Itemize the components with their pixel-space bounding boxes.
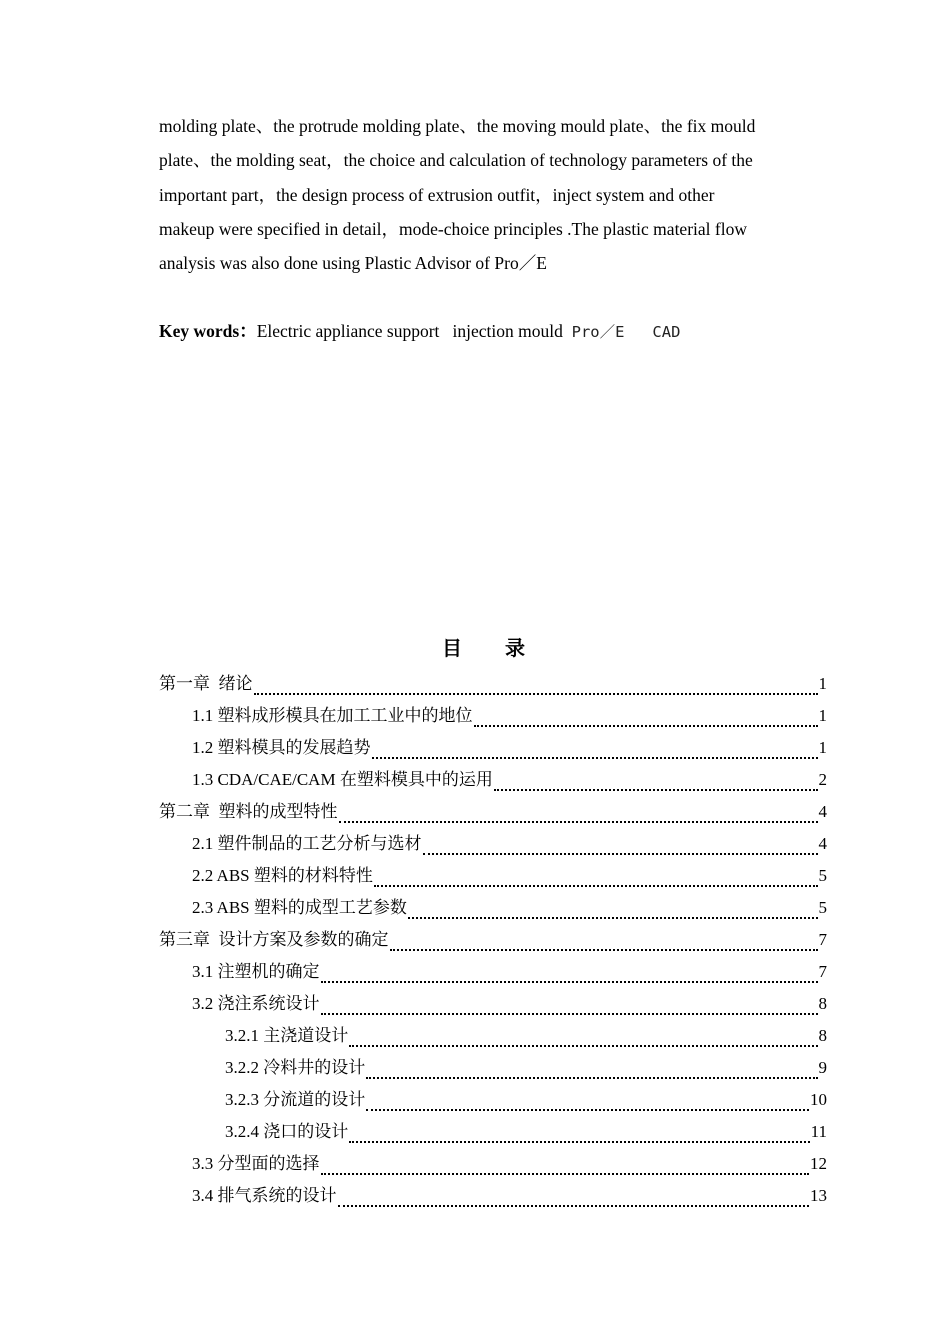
toc-entry-page: 12 <box>810 1154 827 1173</box>
toc-entry[interactable] <box>159 988 827 1020</box>
toc-entry-title: 3.2 浇注系统设计 <box>192 994 320 1013</box>
toc-leader-dots <box>321 980 818 983</box>
toc-entry[interactable] <box>159 796 827 828</box>
toc-entry-title: 3.4 排气系统的设计 <box>192 1186 337 1205</box>
toc-entry-title: 1.1 塑料成形模具在加工工业中的地位 <box>192 706 473 725</box>
toc-entry[interactable] <box>159 860 827 892</box>
toc-entry-title: 3.1 注塑机的确定 <box>192 962 320 981</box>
toc-entry-title: 3.3 分型面的选择 <box>192 1154 320 1173</box>
toc-entry-title: 2.1 塑件制品的工艺分析与选材 <box>192 834 422 853</box>
toc-leader-dots <box>339 820 818 823</box>
toc-leader-dots <box>321 1172 810 1175</box>
toc-entry[interactable] <box>159 1020 827 1052</box>
toc-entry-page: 7 <box>818 930 827 949</box>
toc-entry[interactable] <box>159 700 827 732</box>
toc-entry-page: 8 <box>818 994 827 1013</box>
toc-entry-page: 1 <box>818 738 827 757</box>
toc-leader-dots <box>349 1140 809 1143</box>
toc-entry-page: 1 <box>818 706 827 725</box>
abstract-line: plate、the molding seat，the choice and calculation of technology parameters of the <box>159 150 753 171</box>
toc-leader-dots <box>349 1044 817 1047</box>
toc-entry[interactable] <box>159 1116 827 1148</box>
toc-entry-page: 13 <box>810 1186 827 1205</box>
toc-entry[interactable] <box>159 828 827 860</box>
abstract-line: analysis was also done using Plastic Advisor of Pro／E <box>159 253 547 274</box>
toc-entry-title: 2.3 ABS 塑料的成型工艺参数 <box>192 898 407 917</box>
toc-entry[interactable] <box>159 1148 827 1180</box>
toc-entry-page: 11 <box>810 1122 827 1141</box>
keywords-text: Electric appliance support injection mould <box>256 321 572 341</box>
toc-entry[interactable] <box>159 892 827 924</box>
toc-entry-title: 1.2 塑料模具的发展趋势 <box>192 738 371 757</box>
toc-entry-title: 1.3 CDA/CAE/CAM 在塑料模具中的运用 <box>192 770 493 789</box>
table-of-contents <box>159 668 827 1212</box>
toc-entry-title: 3.2.1 主浇道设计 <box>225 1026 349 1045</box>
toc-leader-dots <box>408 916 818 919</box>
toc-entry-title: 3.2.4 浇口的设计 <box>225 1122 349 1141</box>
toc-entry-page: 1 <box>818 674 827 693</box>
toc-entry[interactable] <box>159 1052 827 1084</box>
toc-leader-dots <box>254 692 818 695</box>
toc-entry-title: 3.2.2 冷料井的设计 <box>225 1058 366 1077</box>
toc-title: 目 录 <box>442 636 543 660</box>
toc-entry-page: 5 <box>818 898 827 917</box>
abstract-line: important part，the design process of extrusion outfit，inject system and other <box>159 184 715 205</box>
toc-entry[interactable] <box>159 732 827 764</box>
toc-entry-title: 2.2 ABS 塑料的材料特性 <box>192 866 373 885</box>
toc-leader-dots <box>474 724 818 727</box>
toc-entry-page: 2 <box>818 770 827 789</box>
toc-leader-dots <box>374 884 818 887</box>
toc-entry[interactable] <box>159 924 827 956</box>
toc-leader-dots <box>338 1204 810 1207</box>
keywords-label: Key words： <box>159 321 257 341</box>
toc-leader-dots <box>423 852 818 855</box>
toc-entry-page: 4 <box>818 802 827 821</box>
toc-leader-dots <box>366 1108 809 1111</box>
toc-entry-page: 5 <box>818 866 827 885</box>
toc-entry-page: 9 <box>818 1058 827 1077</box>
toc-entry[interactable] <box>159 1180 827 1212</box>
toc-leader-dots <box>372 756 818 759</box>
keywords-line <box>159 314 680 349</box>
toc-entry-title: 3.2.3 分流道的设计 <box>225 1090 366 1109</box>
toc-entry-title: 第三章 设计方案及参数的确定 <box>159 930 389 949</box>
toc-entry[interactable] <box>159 1084 827 1116</box>
toc-entry-page: 4 <box>818 834 827 853</box>
abstract-text <box>159 109 839 280</box>
keywords-mono: Pro／E CAD <box>571 323 681 341</box>
toc-entry[interactable] <box>159 764 827 796</box>
toc-entry-title: 第一章 绪论 <box>159 674 253 693</box>
toc-leader-dots <box>390 948 818 951</box>
toc-entry-page: 10 <box>810 1090 827 1109</box>
toc-leader-dots <box>494 788 818 791</box>
toc-entry-title: 第二章 塑料的成型特性 <box>159 802 338 821</box>
abstract-line: molding plate、the protrude molding plate、the moving mould plate、the fix mould <box>159 116 756 136</box>
toc-leader-dots <box>321 1012 818 1015</box>
abstract-line: makeup were specified in detail，mode-choice principles .The plastic material flow <box>159 218 747 239</box>
toc-entry[interactable] <box>159 668 827 700</box>
toc-leader-dots <box>366 1076 817 1079</box>
toc-entry-page: 8 <box>818 1026 827 1045</box>
toc-entry-page: 7 <box>818 962 827 981</box>
toc-entry[interactable] <box>159 956 827 988</box>
